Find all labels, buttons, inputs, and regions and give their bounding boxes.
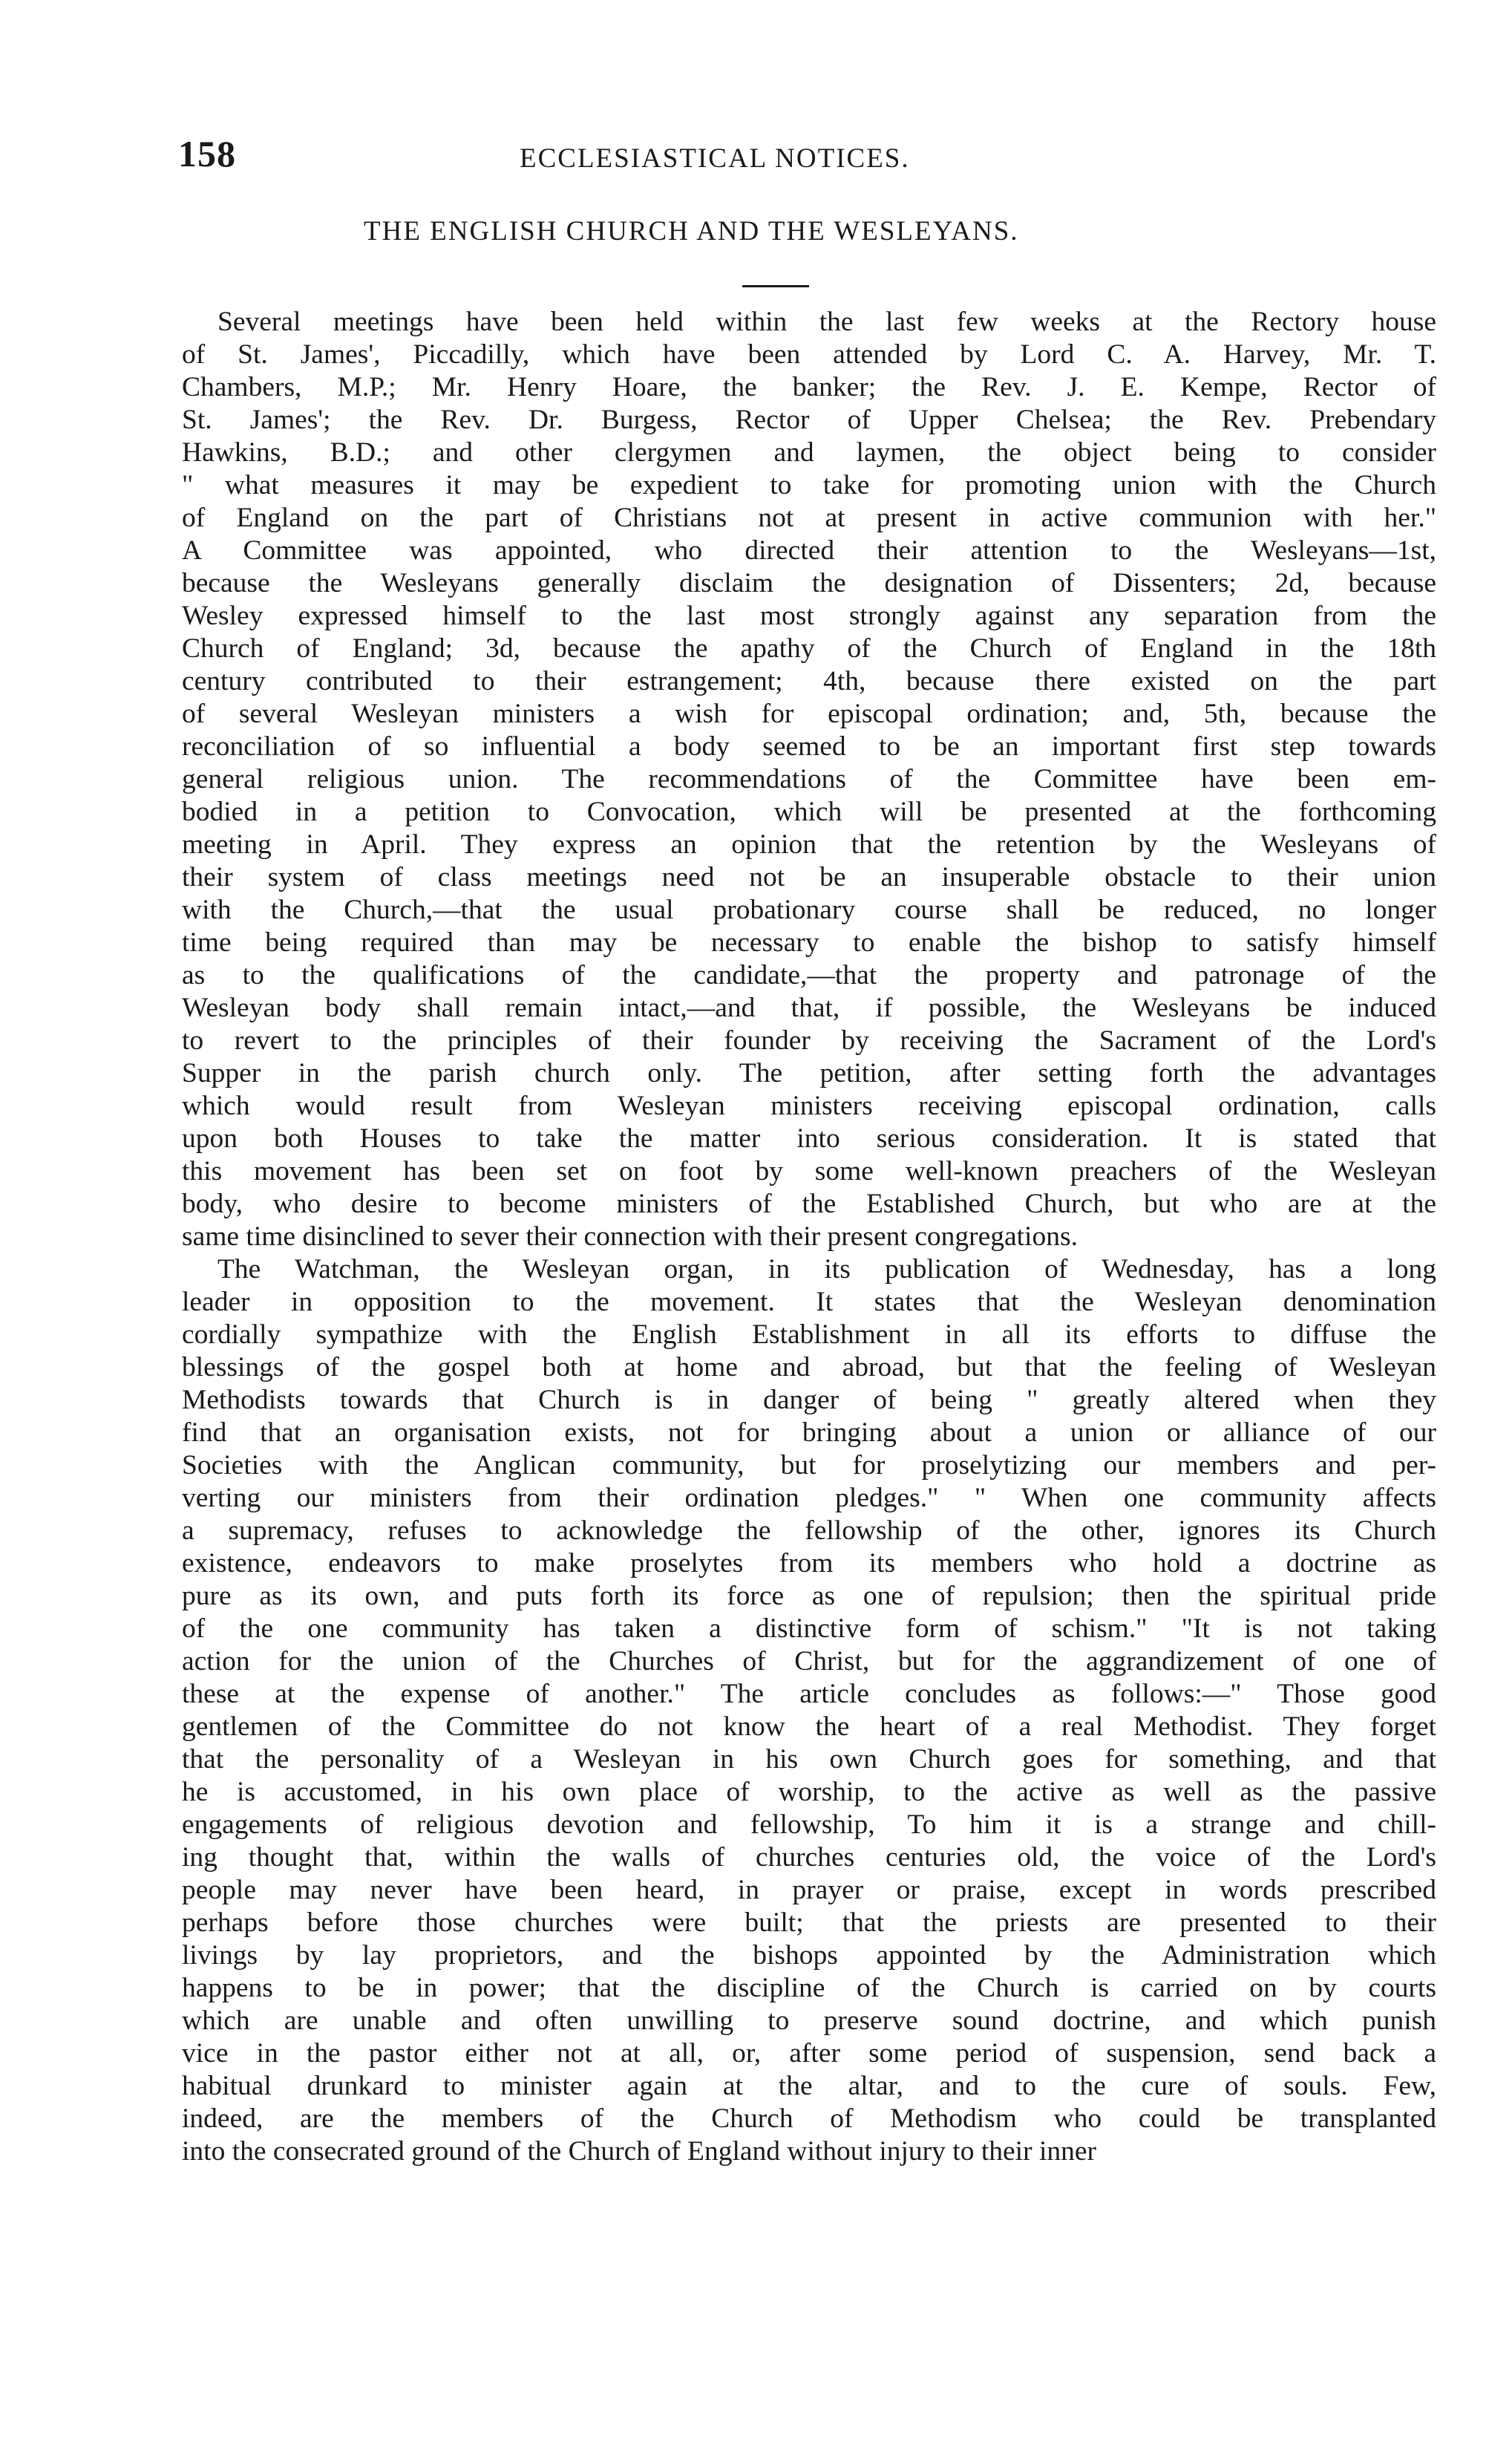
- text-line: blessings of the gospel both at home and abroad, but that the feeling of Wesleyan: [182, 1352, 1436, 1383]
- text-line: perhaps before those churches were built; that the priests are presented to their: [182, 1907, 1436, 1938]
- text-line: of several Wesleyan ministers a wish for episcopal ordination; and, 5th, because the: [182, 699, 1436, 729]
- text-line: that the personality of a Wesleyan in his own Church goes for something, and that: [182, 1744, 1436, 1775]
- text-line: ing thought that, within the walls of churches centuries old, the voice of the Lord's: [182, 1842, 1436, 1873]
- text-line: Wesleyan body shall remain intact,—and that, if possible, the Wesleyans be induced: [182, 993, 1436, 1023]
- text-line: " what measures it may be expedient to take for promoting union with the Church: [182, 470, 1436, 500]
- text-line: because the Wesleyans generally disclaim the designation of Dissenters; 2d, because: [182, 568, 1436, 598]
- text-line: engagements of religious devotion and fellowship, To him it is a strange and chill-: [182, 1809, 1436, 1840]
- text-line: The Watchman, the Wesleyan organ, in its publication of Wednesday, has a long: [217, 1254, 1436, 1284]
- text-line: into the consecrated ground of the Church of England without injury to their inner: [182, 2136, 1096, 2167]
- running-head: ECCLESIASTICAL NOTICES.: [520, 143, 910, 174]
- text-line: Chambers, M.P.; Mr. Henry Hoare, the banker; the Rev. J. E. Kempe, Rector of: [182, 372, 1436, 402]
- text-line: vice in the pastor either not at all, or, after some period of suspension, send back a: [182, 2038, 1436, 2069]
- text-line: habitual drunkard to minister again at the altar, and to the cure of souls. Few,: [182, 2071, 1436, 2101]
- text-line: Societies with the Anglican community, but for proselytizing our members and per-: [182, 1450, 1436, 1481]
- text-line: A Committee was appointed, who directed their attention to the Wesleyans—1st,: [182, 535, 1436, 566]
- text-line: which are unable and often unwilling to preserve sound doctrine, and which punish: [182, 2005, 1436, 2036]
- text-line: body, who desire to become ministers of the Established Church, but who are at the: [182, 1189, 1436, 1219]
- text-line: their system of class meetings need not be an insuperable obstacle to their union: [182, 862, 1436, 892]
- text-line: of the one community has taken a distinctive form of schism." "It is not taking: [182, 1613, 1436, 1644]
- text-line: pure as its own, and puts forth its force as one of repulsion; then the spiritual pride: [182, 1581, 1436, 1611]
- text-line: meeting in April. They express an opinion that the retention by the Wesleyans of: [182, 829, 1436, 860]
- text-line: as to the qualifications of the candidate,—that the property and patronage of the: [182, 960, 1436, 990]
- text-line: time being required than may be necessary to enable the bishop to satisfy himself: [182, 927, 1436, 958]
- text-line: leader in opposition to the movement. It states that the Wesleyan denomination: [182, 1287, 1436, 1317]
- text-line: these at the expense of another." The article concludes as follows:—" Those good: [182, 1679, 1436, 1709]
- text-line: livings by lay proprietors, and the bishops appointed by the Administration which: [182, 1940, 1436, 1971]
- text-line: century contributed to their estrangement; 4th, because there existed on the part: [182, 666, 1436, 696]
- text-line: indeed, are the members of the Church of Methodism who could be transplanted: [182, 2103, 1436, 2134]
- text-line: cordially sympathize with the English Establishment in all its efforts to diffuse the: [182, 1319, 1436, 1350]
- text-line: same time disinclined to sever their connection with their present congregations.: [182, 1221, 1078, 1252]
- text-line: which would result from Wesleyan ministers receiving episcopal ordination, calls: [182, 1091, 1436, 1121]
- page-number: 158: [178, 133, 236, 174]
- text-line: existence, endeavors to make proselytes from its members who hold a doctrine as: [182, 1548, 1436, 1579]
- text-line: to revert to the principles of their founder by receiving the Sacrament of the Lord's: [182, 1025, 1436, 1056]
- text-line: people may never have been heard, in prayer or praise, except in words prescribed: [182, 1875, 1436, 1905]
- text-line: general religious union. The recommendations of the Committee have been em-: [182, 764, 1436, 794]
- text-line: this movement has been set on foot by some well-known preachers of the Wesleyan: [182, 1156, 1436, 1186]
- text-line: action for the union of the Churches of Christ, but for the aggrandizement of one of: [182, 1646, 1436, 1677]
- text-line: Several meetings have been held within the last few weeks at the Rectory house: [217, 307, 1436, 337]
- text-line: a supremacy, refuses to acknowledge the fellowship of the other, ignores its Church: [182, 1515, 1436, 1546]
- text-line: of England on the part of Christians not at present in active communion with her.": [182, 503, 1436, 533]
- text-line: he is accustomed, in his own place of worship, to the active as well as the passive: [182, 1777, 1436, 1807]
- text-line: Hawkins, B.D.; and other clergymen and laymen, the object being to consider: [182, 437, 1436, 468]
- text-line: Methodists towards that Church is in danger of being " greatly altered when they: [182, 1385, 1436, 1415]
- article-body: [182, 306, 1436, 2168]
- text-line: Church of England; 3d, because the apathy of the Church of England in the 18th: [182, 633, 1436, 664]
- text-line: find that an organisation exists, not for bringing about a union or alliance of our: [182, 1417, 1436, 1448]
- text-line: Supper in the parish church only. The petition, after setting forth the advantages: [182, 1058, 1436, 1088]
- text-line: verting our ministers from their ordination pledges." " When one community affects: [182, 1483, 1436, 1513]
- title-rule: [742, 285, 809, 287]
- text-line: upon both Houses to take the matter into serious consideration. It is stated that: [182, 1123, 1436, 1154]
- text-line: Wesley expressed himself to the last most strongly against any separation from the: [182, 601, 1436, 631]
- text-line: of St. James', Piccadilly, which have been attended by Lord C. A. Harvey, Mr. T.: [182, 339, 1436, 370]
- article-title: THE ENGLISH CHURCH AND THE WESLEYANS.: [364, 216, 1019, 247]
- text-line: gentlemen of the Committee do not know the heart of a real Methodist. They forget: [182, 1711, 1436, 1742]
- text-line: bodied in a petition to Convocation, which will be presented at the forthcoming: [182, 797, 1436, 827]
- text-line: with the Church,—that the usual probationary course shall be reduced, no longer: [182, 895, 1436, 925]
- text-line: St. James'; the Rev. Dr. Burgess, Rector of Upper Chelsea; the Rev. Prebendary: [182, 405, 1436, 435]
- text-line: reconciliation of so influential a body seemed to be an important first step towards: [182, 731, 1436, 762]
- text-line: happens to be in power; that the discipline of the Church is carried on by courts: [182, 1973, 1436, 2003]
